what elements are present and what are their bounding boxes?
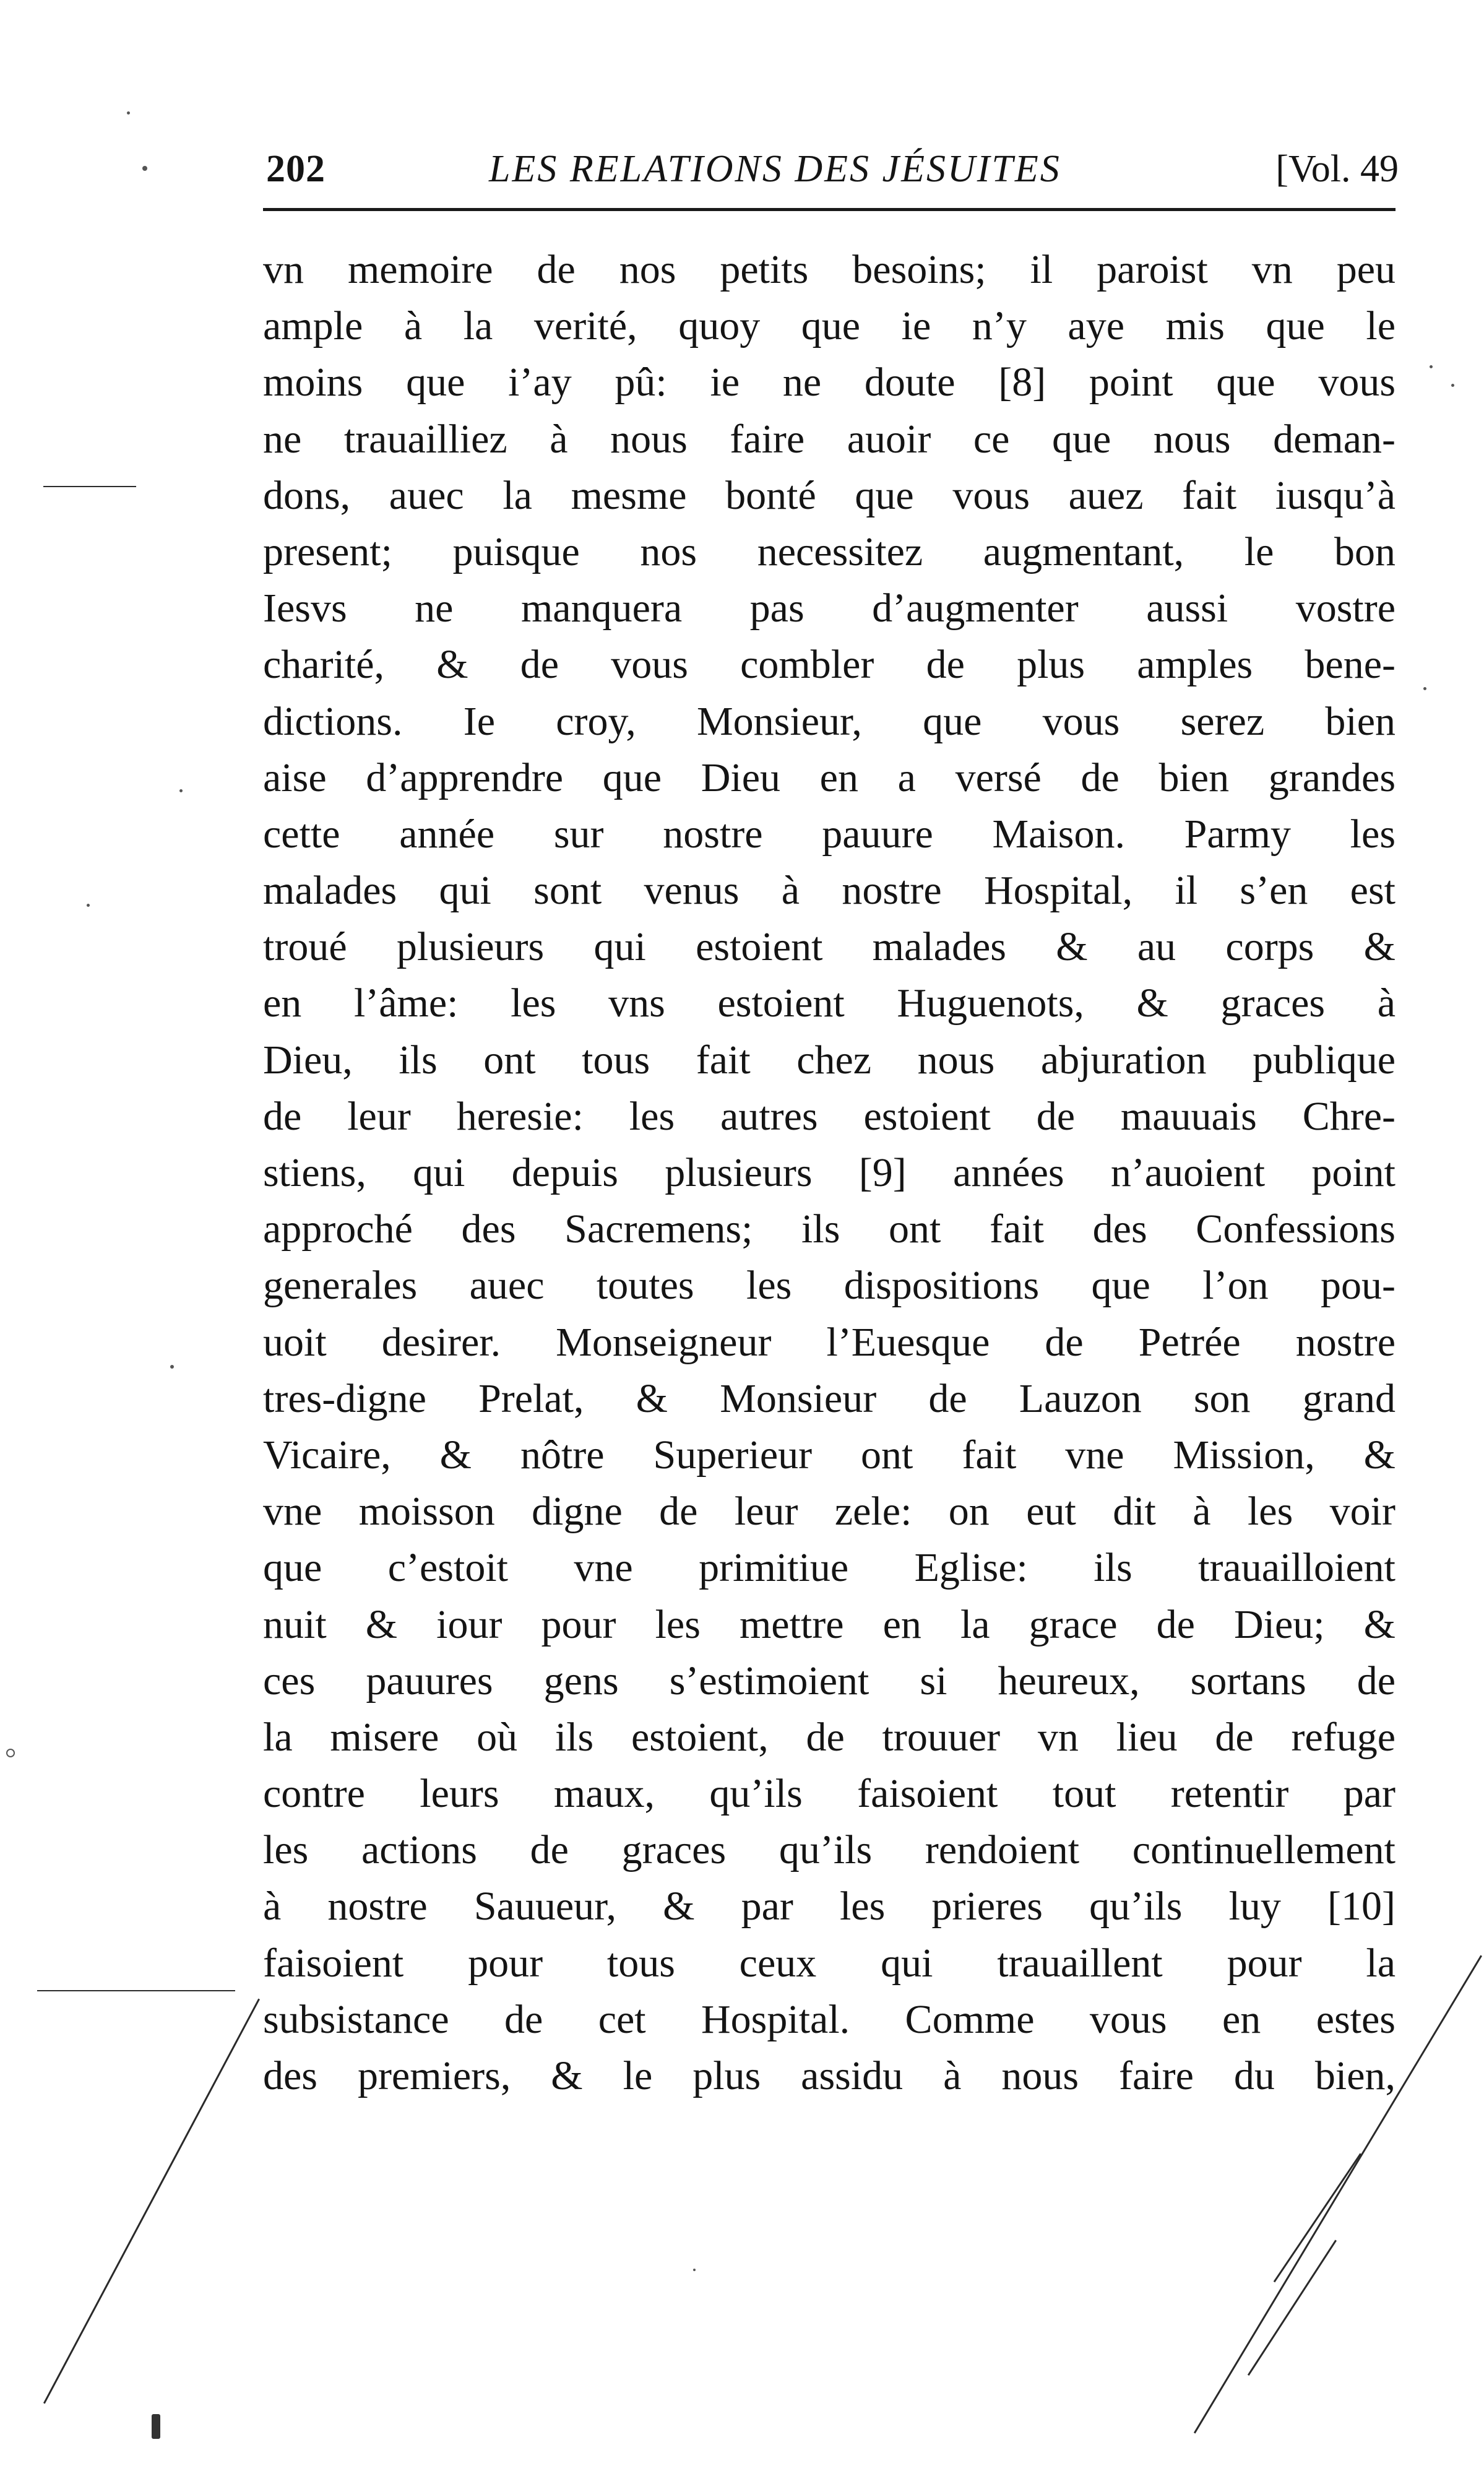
scan-speck	[142, 166, 147, 171]
text-line: dons, auec la mesme bonté que vous auez fait iusqu’à	[263, 472, 1396, 518]
text-line: uoit desirer. Monseigneur l’Euesque de Petrée nostre	[263, 1319, 1396, 1365]
scan-stroke	[1274, 2153, 1361, 2282]
text-line: cette année sur nostre pauure Maison. Parmy les	[263, 811, 1396, 857]
text-line: Vicaire, & nôtre Superieur ont fait vne Mission, &	[263, 1432, 1396, 1478]
text-line: faisoient pour tous ceux qui trauaillent pour la	[263, 1940, 1396, 1986]
text-line: de leur heresie: les autres estoient de mauuais Chre-	[263, 1093, 1396, 1139]
text-line: en l’âme: les vns estoient Huguenots, & graces à	[263, 980, 1396, 1026]
text-line: vn memoire de nos petits besoins; il paroist vn peu	[263, 247, 1396, 292]
text-line: ample à la verité, quoy que ie n’y aye mis que le	[263, 303, 1396, 349]
volume-label: [Vol. 49	[1275, 148, 1399, 190]
text-line: malades qui sont venus à nostre Hospital, il s’en est	[263, 868, 1396, 914]
page-header	[260, 141, 1399, 197]
scan-speck	[87, 904, 90, 907]
text-line: contre leurs maux, qu’ils faisoient tout retentir par	[263, 1771, 1396, 1817]
scan-stroke	[1248, 2240, 1337, 2376]
scan-stroke	[43, 486, 136, 487]
body-text	[263, 241, 1396, 2104]
text-line: dictions. Ie croy, Monsieur, que vous serez bien	[263, 698, 1396, 744]
text-line: charité, & de vous combler de plus amples bene-	[263, 642, 1396, 688]
text-line: Dieu, ils ont tous fait chez nous abjuration publique	[263, 1037, 1396, 1083]
scan-stroke	[43, 1999, 260, 2404]
text-line: approché des Sacremens; ils ont fait des Confessions	[263, 1206, 1396, 1252]
header-rule	[263, 208, 1396, 211]
page-number: 202	[266, 148, 326, 190]
text-line: Iesvs ne manquera pas d’augmenter aussi vostre	[263, 586, 1396, 631]
scan-speck	[127, 111, 130, 115]
scan-speck	[170, 1365, 174, 1369]
text-line: nuit & iour pour les mettre en la grace de Dieu; &	[263, 1601, 1396, 1647]
text-line: ne trauailliez à nous faire auoir ce que nous deman-	[263, 416, 1396, 462]
scan-speck	[693, 2269, 696, 2271]
text-line: troué plusieurs qui estoient malades & au corps &	[263, 924, 1396, 970]
scan-speck	[1451, 384, 1454, 387]
scan-speck	[1423, 687, 1426, 690]
text-line: à nostre Sauueur, & par les prieres qu’ils luy [10]	[263, 1884, 1396, 1929]
text-line: les actions de graces qu’ils rendoient continuellement	[263, 1827, 1396, 1873]
scan-speck	[152, 2414, 160, 2439]
scan-speck	[6, 1749, 15, 1757]
text-line: subsistance de cet Hospital. Comme vous en estes	[263, 1996, 1396, 2042]
scan-speck	[1430, 365, 1433, 368]
text-line: generales auec toutes les dispositions que l’on pou-	[263, 1263, 1396, 1309]
scan-stroke	[37, 1990, 235, 1991]
text-line: aise d’apprendre que Dieu en a versé de bien grandes	[263, 755, 1396, 800]
text-line: stiens, qui depuis plusieurs [9] années n’auoient point	[263, 1150, 1396, 1195]
text-line: vne moisson digne de leur zele: on eut dit à les voir	[263, 1489, 1396, 1535]
running-title: LES RELATIONS DES JÉSUITES	[489, 148, 1061, 190]
text-line: la misere où ils estoient, de trouuer vn lieu de refuge	[263, 1714, 1396, 1760]
text-line: que c’estoit vne primitiue Eglise: ils trauailloient	[263, 1545, 1396, 1591]
text-line: des premiers, & le plus assidu à nous faire du bien,	[263, 2053, 1396, 2098]
scan-speck	[179, 789, 183, 792]
text-line: present; puisque nos necessitez augmentant, le bon	[263, 529, 1396, 574]
text-line: tres-digne Prelat, & Monsieur de Lauzon son grand	[263, 1375, 1396, 1421]
text-line: moins que i’ay pû: ie ne doute [8] point que vous	[263, 360, 1396, 405]
text-line: ces pauures gens s’estimoient si heureux, sortans de	[263, 1658, 1396, 1703]
